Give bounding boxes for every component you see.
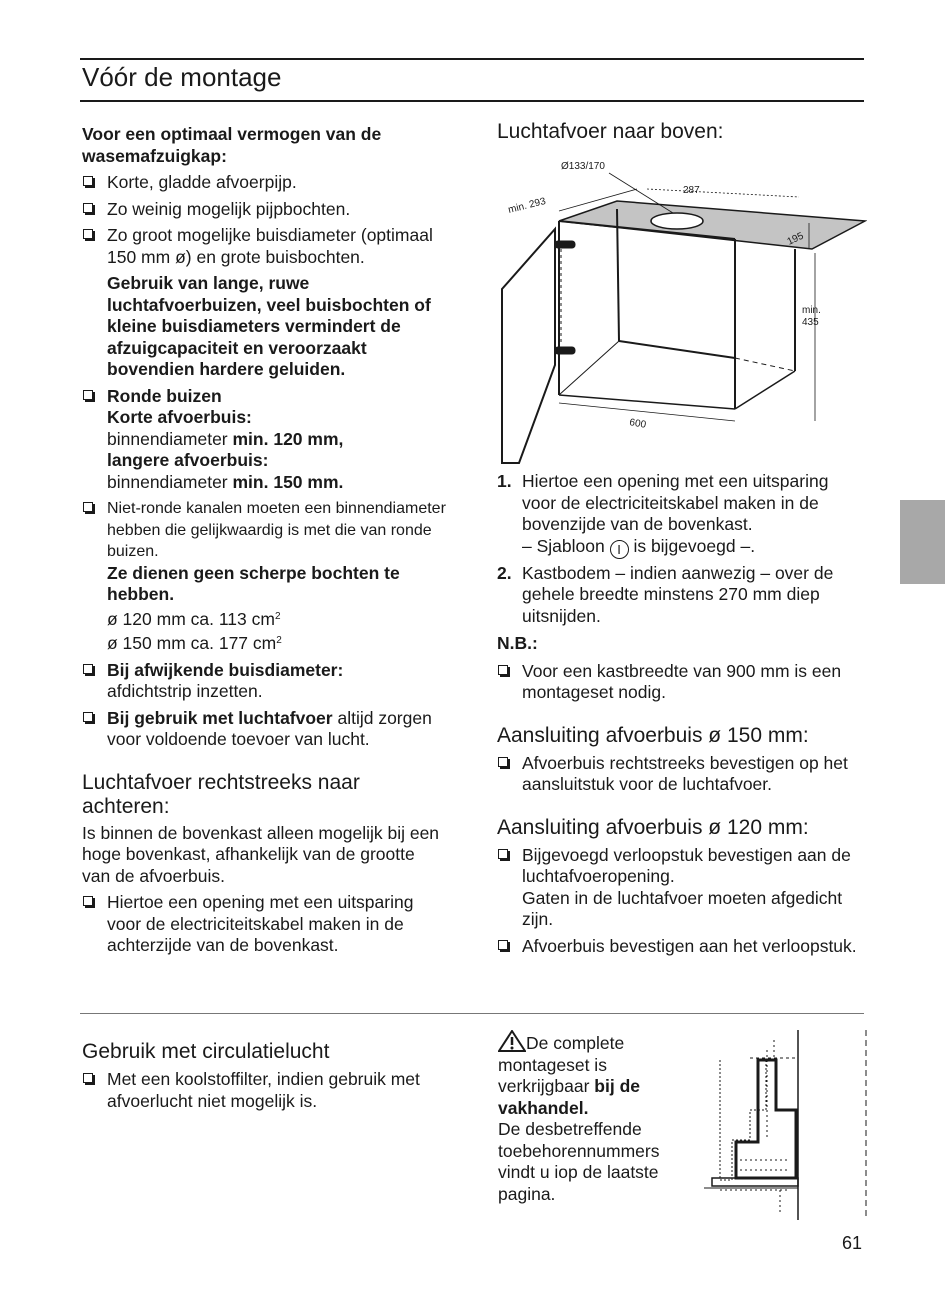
checkbox-bullet-icon (498, 665, 508, 675)
dim-min435-label: min. (802, 305, 821, 316)
list-item: Voor een kastbreedte van 900 mm is een montageset nodig. (497, 661, 862, 704)
intro-text: Voor een optimaal vermogen van de wasemafzuigkap: (82, 124, 382, 166)
list-item: Zo weinig mogelijk pijpbochten. (82, 199, 447, 221)
title-rule (80, 100, 864, 102)
section-heading-upward: Luchtafvoer naar boven: (497, 120, 724, 143)
dim-600: 600 (628, 417, 647, 431)
montageset-note: De complete montageset is verkrijgbaar bij de vakhandel. De desbetreffende toebehorennummers vindt u iop de laatste pagina. (498, 1030, 680, 1205)
cabinet-door (502, 229, 555, 463)
dim-195: 195 (785, 230, 806, 248)
checkbox-bullet-icon (83, 229, 93, 239)
list-item: Bijgevoegd verloopstuk bevestigen aan de luchtafvoeropening. Gaten in de luchtafvoer moeten afgedicht zijn. (497, 845, 862, 931)
right-heading-block (497, 120, 867, 144)
dim-diameter: Ø133/170 (561, 161, 605, 172)
checkbox-bullet-icon (498, 940, 508, 950)
section-heading-circulation: Gebruik met circulatielucht (82, 1040, 330, 1063)
rear-text: Is binnen de bovenkast alleen mogelijk bij een hoge bovenkast, afhankelijk van de grootte van de afvoerbuis. (82, 822, 440, 886)
checkbox-bullet-icon (498, 849, 508, 859)
section-heading-150: Aansluiting afvoerbuis ø 150 mm: (497, 723, 809, 747)
section-heading-rear: Luchtafvoer rechtstreeks naar achteren: (82, 770, 360, 818)
top-rule (80, 58, 864, 60)
list-item: Met een koolstoffilter, indien gebruik met afvoerlucht niet mogelijk is. (82, 1069, 452, 1112)
checkbox-bullet-icon (83, 390, 93, 400)
list-item: Bij gebruik met luchtafvoer altijd zorgen voor voldoende toevoer van lucht. (82, 708, 447, 751)
list-item: Hiertoe een opening met een uitsparing voor de electriciteitskabel maken in de achterzijde van de bovenkast. (82, 892, 447, 957)
checkbox-bullet-icon (498, 757, 508, 767)
list-item: Bij afwijkende buisdiameter: afdichtstrip inzetten. (82, 660, 447, 703)
page-number: 61 (842, 1233, 863, 1253)
warning-triangle-icon (498, 1030, 526, 1052)
list-item: Afvoerbuis bevestigen aan het verloopstuk. (497, 936, 862, 958)
checkbox-bullet-icon (83, 1073, 93, 1083)
cabinet-diagram (497, 153, 867, 468)
dim-min293: min. 293 (507, 195, 547, 216)
circulation-section (82, 1040, 452, 1112)
right-column (497, 471, 862, 957)
left-column (82, 124, 447, 957)
warning-paragraph: Gebruik van lange, ruwe luchtafvoerbuizen, veel buisbochten of kleine buisdiameters vermindert de afzuigcapaciteit en veroorzaakt bovendien hardere geluiden. (107, 273, 431, 379)
checkbox-bullet-icon (83, 712, 93, 722)
nb-label: N.B.: (497, 633, 538, 653)
page-title: Vóór de montage (82, 62, 282, 92)
dim-287: 287 (683, 185, 700, 196)
list-item-nonround: Niet-ronde kanalen moeten een binnendiameter hebben die gelijkwaardig is met die van ronde buizen. Ze dienen geen scherpe bochten te hebben. ø 120 mm ca. 113 $cm^2$ ø 150 mm ca. 177 $cm^2$ (82, 498, 447, 655)
circulation-diagram (700, 1030, 870, 1220)
duct-opening (651, 213, 703, 229)
list-item: Zo groot mogelijke buisdiameter (optimaal 150 mm ø) en grote buisbochten. (82, 225, 447, 268)
checkbox-bullet-icon (83, 176, 93, 186)
checkbox-bullet-icon (83, 502, 93, 512)
list-item-round-pipes: Ronde buizen Korte afvoerbuis: binnendiameter min. 120 mm, langere afvoerbuis: binnendiameter min. 150 mm. (82, 386, 447, 494)
dim-min435-value: 435 (802, 317, 819, 328)
section-tab-marker (900, 500, 945, 584)
step-item: 2. Kastbodem – indien aanwezig – over de gehele breedte minstens 270 mm diep uitsnijden. (497, 562, 834, 626)
list-item: Afvoerbuis rechtstreeks bevestigen op het aansluitstuk voor de luchtafvoer. (497, 753, 862, 796)
step-item: 1. Hiertoe een opening met een uitsparing voor de electriciteitskabel maken in de bovenzijde van de bovenkast. – Sjabloon I is bijgevoegd –. (497, 471, 829, 557)
checkbox-bullet-icon (83, 203, 93, 213)
checkbox-bullet-icon (83, 896, 93, 906)
section-heading-120: Aansluiting afvoerbuis ø 120 mm: (497, 815, 809, 839)
section-divider (80, 1013, 864, 1014)
list-item: Korte, gladde afvoerpijp. (82, 172, 447, 194)
checkbox-bullet-icon (83, 664, 93, 674)
template-i-icon: I (610, 540, 629, 559)
